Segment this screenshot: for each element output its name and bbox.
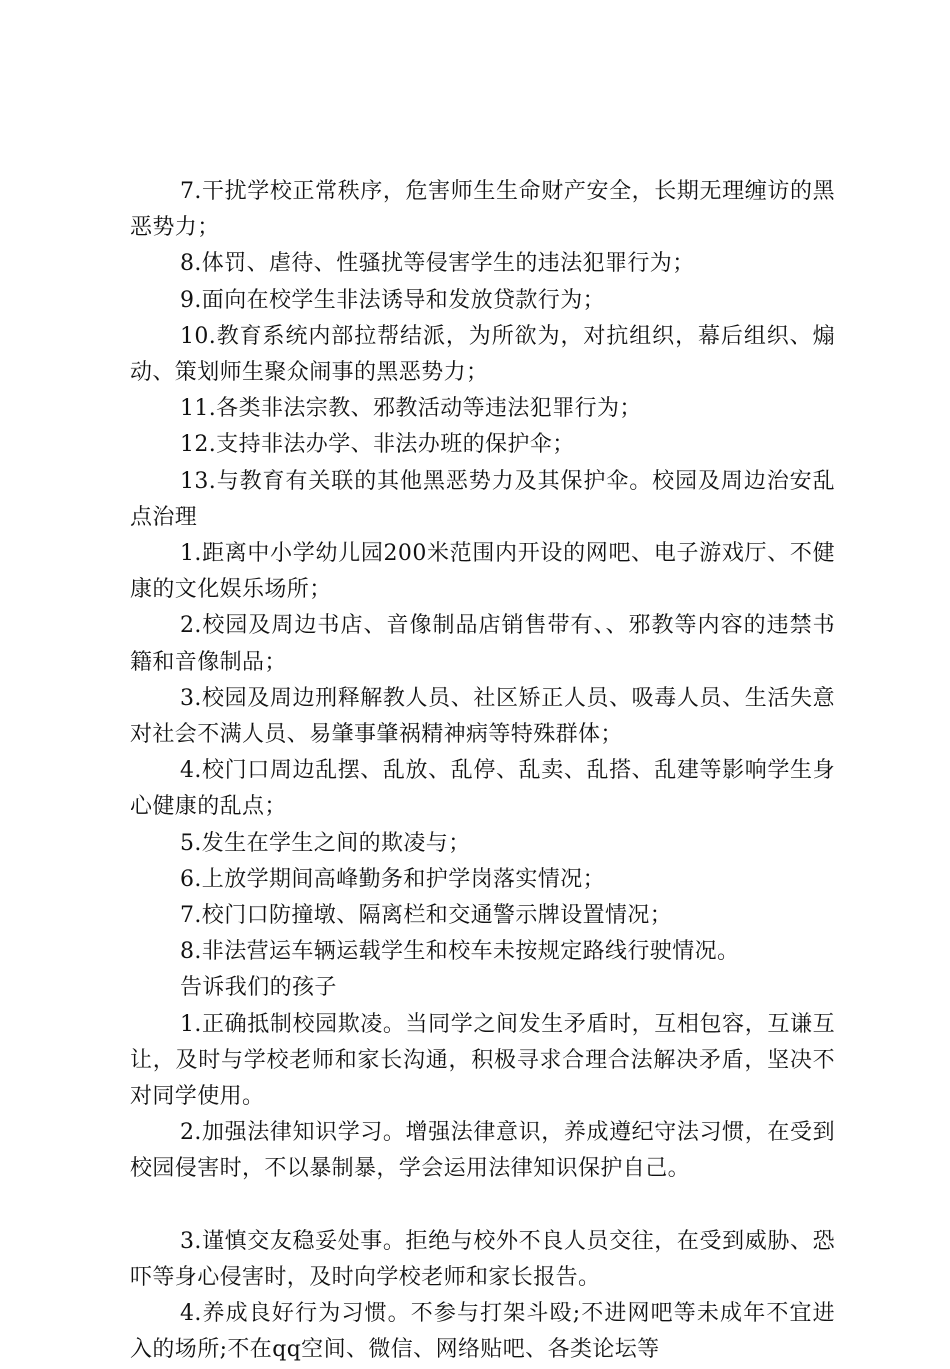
list-item: 2.校园及周边书店、音像制品店销售带有、、邪教等内容的违禁书籍和音像制品；: [130, 613, 835, 675]
list-item: 13.与教育有关联的其他黑恶势力及其保护伞。校园及周边治安乱点治理: [130, 468, 835, 530]
list-item: 1.正确抵制校园欺凌。当同学之间发生矛盾时，互相包容，互谦互让，及时与学校老师和家长沟通，积极寻求合理合法解决矛盾，坚决不对同学使用。: [130, 1011, 835, 1110]
list-item: 9.面向在校学生非法诱导和发放贷款行为；: [180, 287, 605, 313]
section-heading: 告诉我们的孩子: [180, 975, 337, 1001]
list-item: 1.距离中小学幼儿园200米范围内开设的网吧、电子游戏厅、不健康的文化娱乐场所；: [130, 541, 835, 603]
list-item: 6.上放学期间高峰勤务和护学岗落实情况；: [180, 866, 605, 892]
blank-line: [130, 1188, 835, 1224]
list-item: 4.校门口周边乱摆、乱放、乱停、乱卖、乱搭、乱建等影响学生身心健康的乱点；: [130, 758, 835, 820]
list-item: 5.发生在学生之间的欺凌与；: [180, 830, 471, 856]
list-item: 10.教育系统内部拉帮结派，为所欲为，对抗组织，幕后组织、煽动、策划师生聚众闹事的黑恶势力；: [130, 323, 835, 386]
list-item: 8.非法营运车辆运载学生和校车未按规定路线行驶情况。: [180, 939, 740, 965]
list-item: 3.谨慎交友稳妥处事。拒绝与校外不良人员交往，在受到威胁、恐吓等身心侵害时，及时向学校老师和家长报告。: [130, 1228, 835, 1290]
document-body: [130, 174, 835, 1369]
list-item: 4.养成良好行为习惯。不参与打架斗殴;不进网吧等未成年不宜进入的场所;不在qq空间、微信、网络贴吧、各类论坛等: [130, 1301, 835, 1363]
list-item: 3.校园及周边刑释解教人员、社区矫正人员、吸毒人员、生活失意对社会不满人员、易肇事肇祸精神病等特殊群体；: [130, 685, 835, 748]
list-item: 12.支持非法办学、非法办班的保护伞；: [180, 432, 575, 458]
list-item: 7.校门口防撞墩、隔离栏和交通警示牌设置情况；: [180, 903, 673, 929]
list-item: 7.干扰学校正常秩序，危害师生生命财产安全，长期无理缠访的黑恶势力；: [130, 179, 835, 241]
list-item: 8.体罚、虐待、性骚扰等侵害学生的违法犯罪行为；: [180, 251, 695, 277]
list-item: 2.加强法律知识学习。增强法律意识，养成遵纪守法习惯，在受到校园侵害时，不以暴制暴，学会运用法律知识保护自己。: [130, 1120, 835, 1182]
list-item: 11.各类非法宗教、邪教活动等违法犯罪行为；: [180, 396, 642, 422]
